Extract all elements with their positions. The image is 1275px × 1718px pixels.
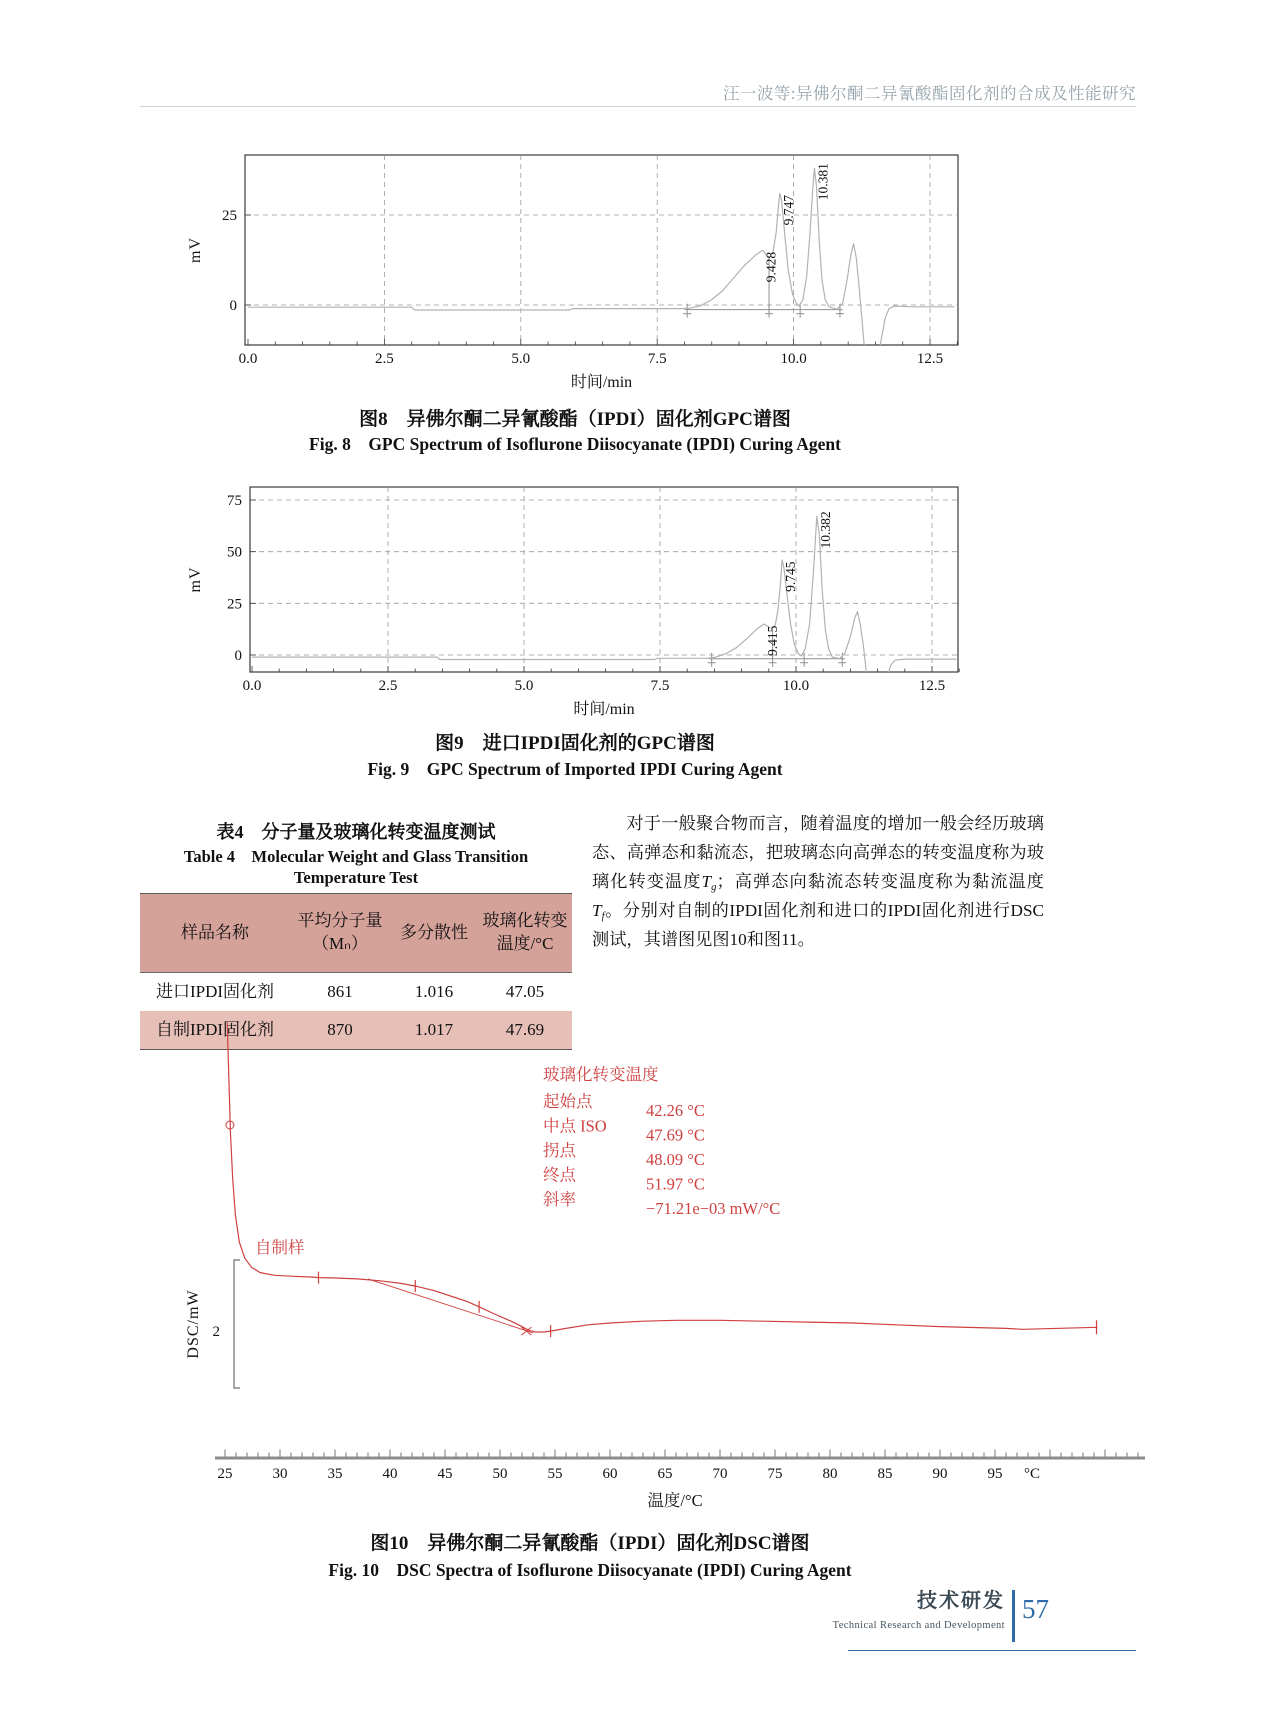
- x-axis-label: 温度/°C: [647, 1491, 703, 1510]
- table-header-cell: 多分散性: [400, 922, 468, 942]
- annotation-label: 起始点: [543, 1092, 593, 1111]
- svg-text:5.0: 5.0: [511, 351, 531, 367]
- fig10-caption-en: Fig. 10 DSC Spectra of Isoflurone Diisocyanate (IPDI) Curing Agent: [328, 1560, 852, 1580]
- peak-label: 9.415: [765, 625, 781, 656]
- svg-text:90: 90: [932, 1466, 948, 1482]
- svg-text:5.0: 5.0: [514, 678, 534, 694]
- peak-label: 9.428: [763, 251, 779, 283]
- fig8-caption-en: Fig. 8 GPC Spectrum of Isoflurone Diisocyanate (IPDI) Curing Agent: [309, 434, 841, 454]
- svg-text:2.5: 2.5: [378, 678, 398, 694]
- annotation-value: −71.21e−03 mW/°C: [646, 1199, 781, 1218]
- svg-text:0.0: 0.0: [242, 678, 262, 694]
- table-cell: 1.016: [414, 981, 454, 1001]
- table4-title-en-line2: Temperature Test: [293, 868, 419, 887]
- peak-label: 10.381: [815, 163, 831, 201]
- annotation-label: 拐点: [543, 1141, 576, 1160]
- footer-section-label: 技术研发: [917, 1590, 1005, 1612]
- tangent-line: [368, 1279, 533, 1333]
- svg-text:75: 75: [227, 492, 242, 509]
- table-cell: 861: [327, 981, 353, 1001]
- svg-text:10.0: 10.0: [780, 351, 807, 367]
- series-label: 自制样: [255, 1238, 305, 1257]
- svg-text:85: 85: [877, 1466, 893, 1482]
- peak-label: 9.747: [780, 195, 796, 226]
- x-axis-label: 时间/min: [570, 374, 633, 391]
- svg-text:40: 40: [382, 1466, 398, 1482]
- x-axis-label: 时间/min: [573, 701, 635, 718]
- annotation-value: 47.69 °C: [646, 1125, 705, 1145]
- axis-unit-label: °C: [1023, 1466, 1041, 1482]
- running-head: 汪一波等:异佛尔酮二异氰酸酯固化剂的合成及性能研究: [722, 84, 1136, 103]
- body-paragraph: 对于一般聚合物而言，随着温度的增加一般会经历玻璃态、高弹态和黏流态，把玻璃态向高弹态的转变温度称为玻璃化转变温度Tg；高弹态向黏流态转变温度称为黏流温度Tf。分别对自制的IPDI固化剂和进口的IPDI固化剂进行DSC测试，其谱图见图10和图11。: [592, 814, 1044, 949]
- dsc-chart-self-made: [160, 1010, 1160, 1510]
- svg-text:25: 25: [222, 208, 237, 224]
- svg-text:0: 0: [229, 298, 237, 314]
- gpc-chart-self-made: [170, 140, 980, 393]
- svg-text:80: 80: [822, 1466, 838, 1482]
- table-header-cell: 平均分子量 （Mₙ）: [297, 911, 383, 953]
- y-axis-label: mV: [187, 237, 204, 263]
- svg-text:10.0: 10.0: [782, 678, 810, 694]
- gpc-chart-imported: [170, 478, 980, 723]
- table-header-cell: 玻璃化转变 温度/°C: [482, 911, 568, 953]
- annotation-label: 终点: [543, 1165, 576, 1185]
- annotation-label: 中点 ISO: [543, 1116, 607, 1136]
- fig9-caption-en: Fig. 9 GPC Spectrum of Imported IPDI Curing Agent: [367, 759, 783, 779]
- footer-section-label-en: Technical Research and Development: [832, 1620, 1005, 1631]
- svg-text:35: 35: [327, 1466, 343, 1482]
- fig8-caption-zh: 图8 异佛尔酮二异氰酸酯（IPDI）固化剂GPC谱图: [359, 409, 791, 430]
- y-axis-label: DSC/mW: [185, 1289, 202, 1359]
- annotation-label: 斜率: [543, 1190, 576, 1209]
- svg-text:7.5: 7.5: [650, 678, 670, 694]
- svg-text:25: 25: [227, 596, 242, 613]
- fig9-caption-zh: 图9 进口IPDI固化剂的GPC谱图: [435, 733, 715, 754]
- annotation-value: 48.09 °C: [646, 1150, 705, 1169]
- y-tick-label: 2: [212, 1324, 220, 1340]
- header-rule: [140, 106, 1136, 107]
- y-axis-label: mV: [187, 566, 204, 593]
- svg-text:12.5: 12.5: [918, 678, 946, 694]
- table-header-row: [140, 894, 572, 973]
- annotation-title: 玻璃化转变温度: [543, 1065, 659, 1084]
- svg-text:65: 65: [657, 1466, 673, 1482]
- svg-text:45: 45: [437, 1466, 453, 1482]
- svg-text:55: 55: [547, 1466, 563, 1482]
- table-cell: 1.017: [414, 1019, 454, 1039]
- table-header-cell: 样品名称: [181, 922, 249, 942]
- fig10-caption-zh: 图10 异佛尔酮二异氰酸酯（IPDI）固化剂DSC谱图: [370, 1533, 810, 1554]
- footer-rule: [848, 1650, 1136, 1651]
- annotation-value: 42.26 °C: [646, 1101, 705, 1120]
- table-cell: 47.05: [505, 981, 545, 1001]
- svg-text:30: 30: [272, 1466, 288, 1482]
- table-cell: 47.69: [505, 1019, 545, 1039]
- table4-title-zh: 表4 分子量及玻璃化转变温度测试: [216, 822, 496, 842]
- svg-text:75: 75: [767, 1466, 783, 1482]
- svg-text:0: 0: [234, 648, 242, 664]
- table-cell: 进口IPDI固化剂: [155, 981, 275, 1001]
- svg-text:60: 60: [602, 1466, 618, 1482]
- peak-label: 9.745: [783, 561, 799, 592]
- page-number: 57: [1022, 1594, 1049, 1624]
- table4-title-en-line1: Table 4 Molecular Weight and Glass Transition: [183, 847, 529, 866]
- svg-text:95: 95: [987, 1466, 1003, 1482]
- table-cell: 自制IPDI固化剂: [155, 1019, 275, 1039]
- svg-text:12.5: 12.5: [916, 351, 944, 367]
- annotation-value: 51.97 °C: [646, 1174, 705, 1194]
- svg-text:0.0: 0.0: [238, 351, 258, 367]
- peak-label: 10.382: [817, 511, 833, 549]
- svg-text:50: 50: [492, 1466, 508, 1482]
- svg-text:25: 25: [217, 1466, 233, 1482]
- svg-text:70: 70: [712, 1466, 728, 1482]
- table-row: [140, 973, 572, 1011]
- footer-divider: [1012, 1590, 1015, 1642]
- svg-text:7.5: 7.5: [647, 351, 667, 367]
- table-cell: 870: [327, 1019, 353, 1039]
- svg-text:50: 50: [227, 544, 242, 561]
- scale-bracket: [234, 1260, 240, 1388]
- svg-text:2.5: 2.5: [375, 351, 394, 367]
